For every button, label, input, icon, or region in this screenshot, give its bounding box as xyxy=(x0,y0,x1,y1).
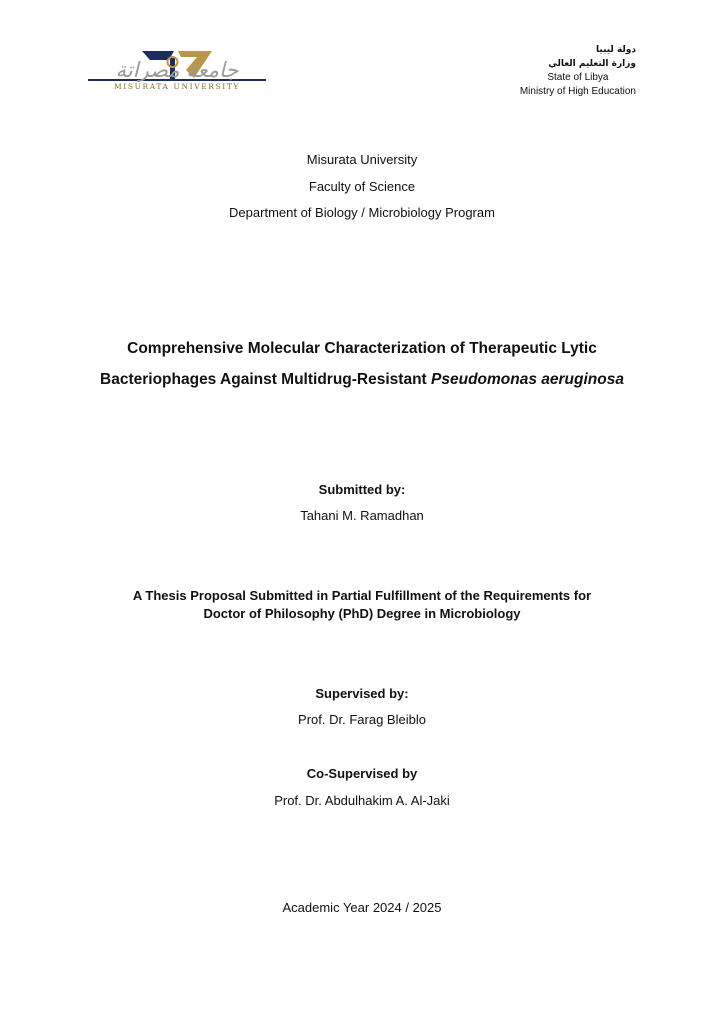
supervisor-name: Prof. Dr. Farag Bleiblo xyxy=(298,712,426,727)
proposal-line1: A Thesis Proposal Submitted in Partial Fulfillment of the Requirements for xyxy=(132,588,592,603)
cosupervised-label: Co-Supervised by xyxy=(306,766,418,781)
proposal-line2: Doctor of Philosophy (PhD) Degree in Microbiology xyxy=(203,606,521,621)
university-name: Misurata University xyxy=(306,152,418,167)
title-species-name: Pseudomonas aeruginosa xyxy=(431,371,624,388)
thesis-title-line1: Comprehensive Molecular Characterization of Therapeutic Lytic xyxy=(127,340,597,357)
author-name: Tahani M. Ramadhan xyxy=(300,508,424,523)
academic-year: Academic Year 2024 / 2025 xyxy=(282,900,442,915)
thesis-title-line2 xyxy=(0,371,724,389)
faculty-name: Faculty of Science xyxy=(308,179,416,194)
government-header xyxy=(520,44,636,98)
department-name: Department of Biology / Microbiology Program xyxy=(229,205,495,220)
university-logo xyxy=(86,48,268,92)
title-plain-part: Bacteriophages Against Multidrug-Resistant xyxy=(100,371,432,388)
gov-arabic-state: دولة ليبيا xyxy=(596,45,636,55)
logo-english-text: MISURATA UNIVERSITY xyxy=(114,82,240,91)
gov-ministry: Ministry of High Education xyxy=(519,85,636,97)
supervised-label: Supervised by: xyxy=(315,686,409,701)
submitted-label: Submitted by: xyxy=(318,482,406,497)
logo-arabic-text: جامعة مصراتة xyxy=(115,58,239,82)
gov-state: State of Libya xyxy=(547,72,609,83)
cosupervisor-name: Prof. Dr. Abdulhakim A. Al-Jaki xyxy=(274,793,450,808)
gov-arabic-ministry: وزارة التعليم العالي xyxy=(548,58,636,69)
